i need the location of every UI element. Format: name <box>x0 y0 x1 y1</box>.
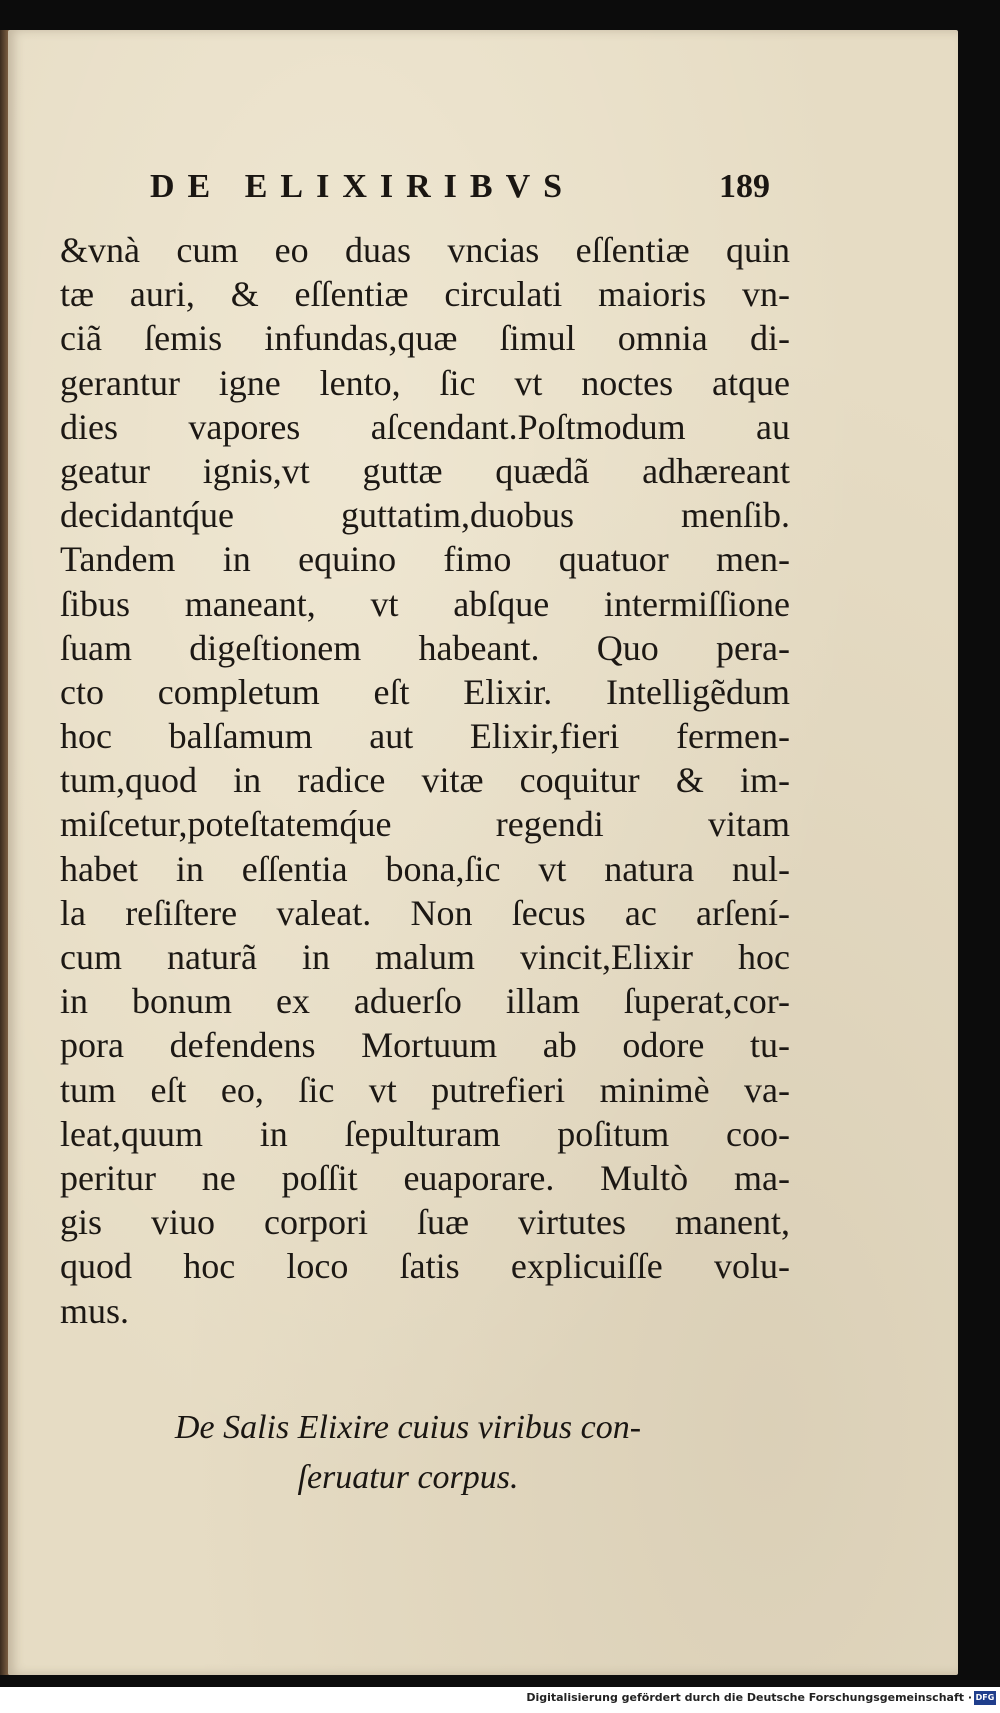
running-head: DE ELIXIRIBVS <box>150 168 576 205</box>
text-line: cum naturã in malum vincit,Elixir hoc <box>60 937 790 977</box>
section-heading-line: De Salis Elixire cuius viribus con- <box>174 1409 642 1446</box>
text-line: tum,quod in radice vitæ coquitur & im- <box>60 760 790 801</box>
text-line: tæ auri, & eſſentiæ circulati maioris vn- <box>60 274 790 315</box>
section-heading <box>68 1403 748 1503</box>
page-header <box>150 168 770 218</box>
text-line: &vnà cum eo duas vncias eſſentiæ quin <box>60 230 790 270</box>
text-line: quod hoc loco ſatis explicuiſſe volu- <box>60 1246 790 1287</box>
text-line: ſuam digeſtionem habeant. Quo pera- <box>60 627 790 668</box>
funding-credit: Digitalisierung gefördert durch die Deutsche Forschungsgemeinschaft · <box>526 1691 972 1704</box>
text-line: pora defendens Mortuum ab odore tu- <box>60 1025 790 1066</box>
text-line: miſcetur,poteſtatemq́ue regendi vitam <box>60 804 790 845</box>
book-page <box>8 30 958 1675</box>
text-line: hoc balſamum aut Elixir,fieri fermen- <box>60 716 790 757</box>
digitization-footer <box>0 1687 1000 1713</box>
text-line: dies vapores aſcendant.Poſtmodum au <box>60 406 790 447</box>
text-line: Tandem in equino fimo quatuor men- <box>60 539 790 580</box>
text-line: ciã ſemis infundas,quæ ſimul omnia di- <box>60 318 790 359</box>
text-line: decidantq́ue guttatim,duobus menſib. <box>60 495 790 536</box>
text-line: habet in eſſentia bona,ſic vt natura nul- <box>60 848 790 889</box>
text-line: gerantur igne lento, ſic vt noctes atque <box>60 362 790 403</box>
text-line: peritur ne poſſit euaporare. Multò ma- <box>60 1157 790 1198</box>
dfg-logo: DFG <box>974 1691 996 1705</box>
section-heading-line: ſeruatur corpus. <box>297 1459 519 1496</box>
page-number: 189 <box>719 168 770 205</box>
text-line: in bonum ex aduerſo illam ſuperat,cor- <box>60 981 790 1022</box>
text-line: tum eſt eo, ſic vt putrefieri minimè va- <box>60 1069 790 1110</box>
body-text <box>60 228 790 1333</box>
text-line: ſibus maneant, vt abſque intermiſſione <box>60 583 790 624</box>
text-line: la reſiſtere valeat. Non ſecus ac arſení- <box>60 892 790 933</box>
text-line: cto completum eſt Elixir. Intelligẽdum <box>60 671 790 712</box>
text-line: gis viuo corpori ſuæ virtutes manent, <box>60 1202 790 1243</box>
text-line: geatur ignis,vt guttæ quædã adhæreant <box>60 450 790 491</box>
text-line: leat,quum in ſepulturam poſitum coo- <box>60 1113 790 1154</box>
text-line: mus. <box>60 1290 130 1331</box>
